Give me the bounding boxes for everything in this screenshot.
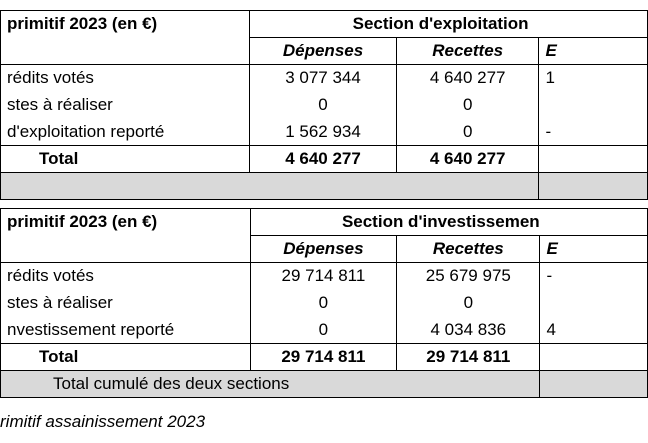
total-row <box>1 146 648 173</box>
depenses-value: 0 <box>250 92 397 119</box>
column-header-extra: E <box>540 236 648 263</box>
recettes-value: 0 <box>397 290 540 317</box>
row-label: rédits votés <box>1 65 250 92</box>
extra-value: 4 <box>540 317 648 344</box>
total-row <box>1 344 648 371</box>
column-header-row <box>1 38 648 65</box>
row-label: d'exploitation reporté <box>1 119 250 146</box>
extra-value: - <box>540 263 648 290</box>
section-title: Section d'investissemen <box>341 212 540 231</box>
column-header-depenses: Dépenses <box>250 236 397 263</box>
spacer-row <box>1 173 648 200</box>
table-title: primitif 2023 (en €) <box>1 11 250 38</box>
extra-value <box>540 344 648 371</box>
column-header-recettes: Recettes <box>396 38 539 65</box>
extra-value <box>539 92 648 119</box>
table-title-row <box>1 11 648 38</box>
row-label: stes à réaliser <box>1 290 251 317</box>
depenses-value: 29 714 811 <box>250 263 397 290</box>
row-label: rédits votés <box>1 263 251 290</box>
extra-value <box>539 146 648 173</box>
table-row <box>1 290 648 317</box>
table-row <box>1 263 648 290</box>
total-recettes: 4 640 277 <box>396 146 539 173</box>
table-title-row <box>1 209 648 236</box>
total-depenses: 4 640 277 <box>250 146 397 173</box>
recettes-value: 0 <box>396 119 539 146</box>
depenses-value: 1 562 934 <box>250 119 397 146</box>
document-caption: rimitif assainissement 2023 <box>0 412 206 431</box>
depenses-value: 3 077 344 <box>250 65 397 92</box>
recettes-value: 4 640 277 <box>396 65 539 92</box>
total-recettes: 29 714 811 <box>397 344 540 371</box>
column-header-extra: E <box>539 38 648 65</box>
depenses-value: 0 <box>250 317 397 344</box>
column-header-recettes: Recettes <box>397 236 540 263</box>
column-header-depenses: Dépenses <box>250 38 397 65</box>
row-label: nvestissement reporté <box>1 317 251 344</box>
depenses-value: 0 <box>250 290 397 317</box>
extra-value: - <box>539 119 648 146</box>
cumulative-row <box>1 371 648 398</box>
total-label: Total <box>1 344 251 371</box>
section-title: Section d'exploitation <box>352 14 529 33</box>
recettes-value: 25 679 975 <box>397 263 540 290</box>
table-row <box>1 65 648 92</box>
total-label: Total <box>1 146 250 173</box>
table-title: primitif 2023 (en €) <box>1 209 251 236</box>
table-row <box>1 317 648 344</box>
table-row <box>1 92 648 119</box>
recettes-value: 4 034 836 <box>397 317 540 344</box>
extra-value: 1 <box>539 65 648 92</box>
extra-value <box>540 290 648 317</box>
table-row <box>1 119 648 146</box>
column-header-row <box>1 236 648 263</box>
cumulative-label: Total cumulé des deux sections <box>1 371 540 398</box>
exploitation-table <box>0 10 648 200</box>
row-label: stes à réaliser <box>1 92 250 119</box>
total-depenses: 29 714 811 <box>250 344 397 371</box>
investissement-table <box>0 208 648 398</box>
recettes-value: 0 <box>396 92 539 119</box>
